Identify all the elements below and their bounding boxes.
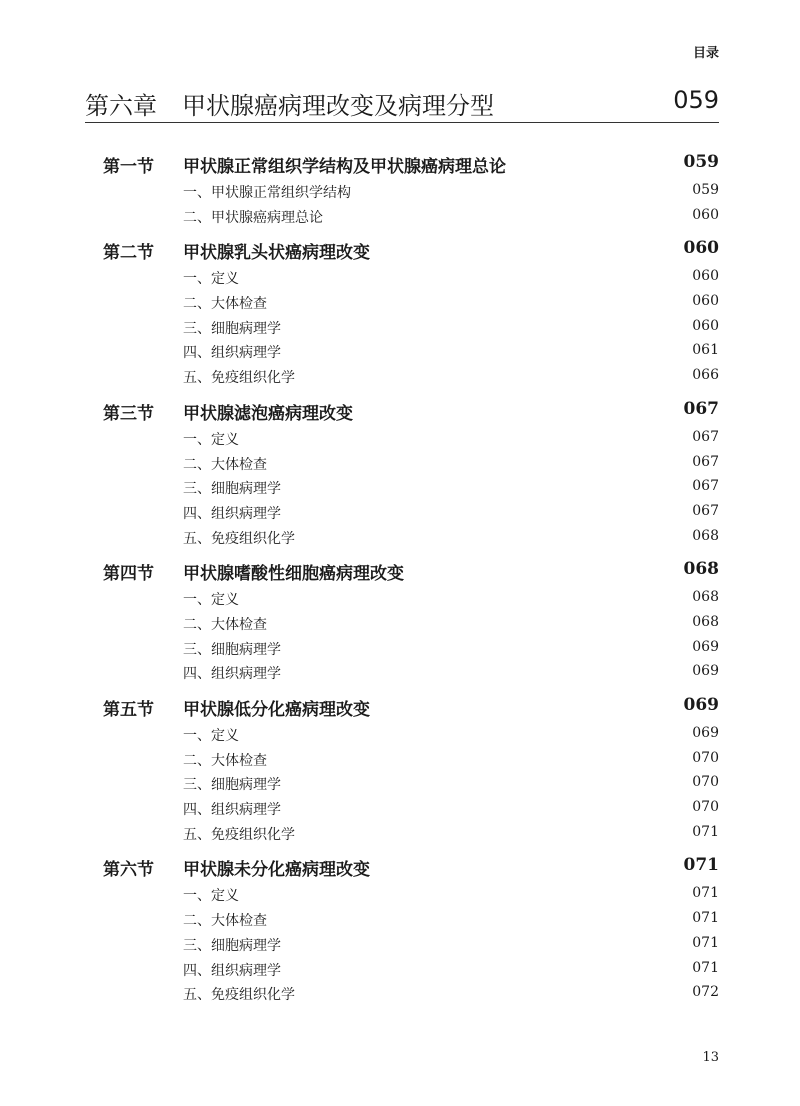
entry-title: 四、组织病理学 [183,666,281,683]
entry-title: 三、细胞病理学 [183,777,281,794]
section-title: 甲状腺正常组织学结构及甲状腺癌病理总论 [183,157,506,177]
toc-entry[interactable] [103,364,719,389]
entry-page-number: 067 [692,502,719,519]
toc-entry[interactable] [103,747,719,772]
section-page-number: 059 [683,152,719,172]
entry-title: 二、大体检查 [183,616,267,633]
toc-entry[interactable] [103,525,719,550]
running-header: 目录 [692,46,719,61]
entry-title: 四、组织病理学 [183,962,281,979]
entry-page-number: 070 [692,799,719,816]
toc-section[interactable] [103,695,719,722]
entry-page-number: 067 [692,453,719,470]
toc-entry[interactable] [103,636,719,661]
entry-page-number: 060 [692,268,719,285]
entry-title: 三、细胞病理学 [183,481,281,498]
toc-entry[interactable] [103,339,719,364]
entry-title: 五、免疫组织化学 [183,370,295,387]
section-number: 第六节 [103,860,154,881]
entry-page-number: 061 [692,342,719,359]
entry-title: 四、组织病理学 [183,345,281,362]
entry-title: 二、大体检查 [183,913,267,930]
toc-entry[interactable] [103,882,719,907]
entry-page-number: 068 [692,613,719,630]
entry-title: 三、细胞病理学 [183,641,281,658]
entry-title: 五、免疫组织化学 [183,826,295,843]
toc-entry[interactable] [103,907,719,932]
toc-entry[interactable] [103,660,719,685]
toc-entry[interactable] [103,771,719,796]
toc-entry[interactable] [103,451,719,476]
section-page-number: 071 [683,855,719,876]
chapter-title: 甲状腺癌病理改变及病理分型 [182,92,494,120]
toc-entry[interactable] [103,475,719,500]
section-number: 第四节 [103,564,154,585]
entry-title: 二、大体检查 [183,752,267,769]
entry-page-number: 060 [692,206,719,223]
entry-title: 一、定义 [183,271,239,288]
entry-title: 三、细胞病理学 [183,937,281,954]
entry-page-number: 071 [692,910,719,927]
toc-entry[interactable] [103,315,719,340]
toc-section[interactable] [103,152,719,179]
entry-title: 一、甲状腺正常组织学结构 [183,185,351,201]
entry-page-number: 067 [692,428,719,445]
toc-entry[interactable] [103,204,719,229]
section-title: 甲状腺嗜酸性细胞癌病理改变 [183,564,404,585]
section-title: 甲状腺低分化癌病理改变 [183,700,370,720]
toc-entry[interactable] [103,611,719,636]
entry-page-number: 071 [692,959,719,976]
toc-section[interactable] [103,559,719,586]
section-number: 第三节 [103,403,154,424]
chapter-number: 第六章 [85,92,157,120]
section-title: 甲状腺未分化癌病理改变 [183,860,370,881]
toc-entry[interactable] [103,290,719,315]
toc-entry[interactable] [103,722,719,747]
entry-page-number: 070 [692,749,719,766]
entry-title: 五、免疫组织化学 [183,987,295,1004]
entry-page-number: 059 [692,182,719,198]
entry-page-number: 069 [692,638,719,655]
entry-title: 三、细胞病理学 [183,320,281,337]
entry-title: 一、定义 [183,431,239,448]
entry-page-number: 060 [692,317,719,334]
toc-entry[interactable] [103,179,719,204]
entry-title: 二、大体检查 [183,296,267,313]
entry-page-number: 070 [692,774,719,791]
section-page-number: 067 [683,398,719,419]
toc-entry[interactable] [103,796,719,821]
section-page-number: 069 [683,695,719,715]
entry-page-number: 069 [692,725,719,741]
toc-entry[interactable] [103,265,719,290]
chapter-page-number: 059 [673,86,719,114]
entry-page-number: 071 [692,885,719,902]
entry-page-number: 071 [692,823,719,840]
section-number: 第二节 [103,243,154,264]
toc-entry[interactable] [103,821,719,846]
section-page-number: 068 [683,559,719,580]
entry-title: 四、组织病理学 [183,802,281,819]
toc-entry[interactable] [103,957,719,982]
entry-title: 二、甲状腺癌病理总论 [183,209,323,226]
toc-section[interactable] [103,238,719,265]
entry-page-number: 060 [692,293,719,310]
entry-page-number: 072 [692,984,719,1001]
entry-title: 二、大体检查 [183,456,267,473]
toc-section[interactable] [103,855,719,882]
section-number: 第一节 [103,157,154,177]
entry-page-number: 071 [692,934,719,951]
entry-page-number: 067 [692,478,719,495]
toc-entry[interactable] [103,981,719,1006]
entry-title: 一、定义 [183,592,239,609]
entry-page-number: 069 [692,663,719,680]
toc-section[interactable] [103,399,719,426]
entry-page-number: 068 [692,527,719,544]
page-number: 13 [702,1050,719,1065]
toc-entry[interactable] [103,932,719,957]
section-title: 甲状腺乳头状癌病理改变 [183,243,370,264]
toc-entry[interactable] [103,586,719,611]
toc-entry[interactable] [103,500,719,525]
toc-entry[interactable] [103,426,719,451]
entry-page-number: 068 [692,589,719,606]
entry-page-number: 066 [692,367,719,384]
section-page-number: 060 [683,238,719,259]
entry-title: 五、免疫组织化学 [183,530,295,547]
section-title: 甲状腺滤泡癌病理改变 [183,403,353,424]
chapter-heading[interactable] [85,84,719,123]
entry-title: 四、组织病理学 [183,505,281,522]
section-number: 第五节 [103,700,154,720]
table-of-contents [103,152,719,1006]
entry-title: 一、定义 [183,728,239,744]
entry-title: 一、定义 [183,888,239,905]
